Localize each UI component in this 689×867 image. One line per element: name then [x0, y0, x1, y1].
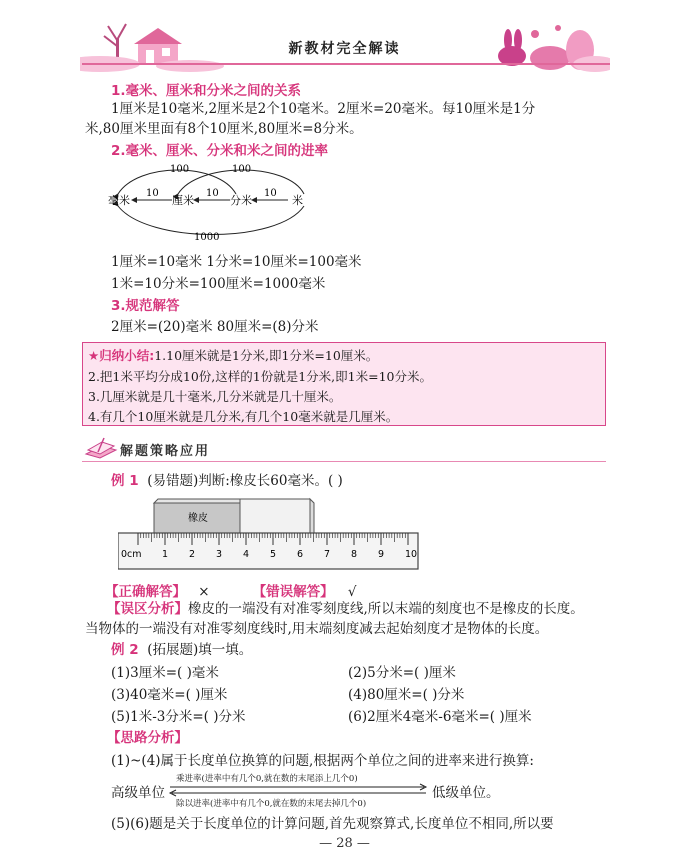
- rate-top-left: 100: [170, 164, 190, 175]
- section2-line1: 1厘米=10毫米 1分米=10厘米=100毫米: [111, 254, 362, 270]
- rate-2: 10: [206, 188, 219, 199]
- example2-label: 例 2: [111, 642, 139, 658]
- section1-line2: 米,80厘米里面有8个10厘米,80厘米=8分米。: [85, 121, 363, 137]
- eraser-body-right: [240, 499, 310, 533]
- analysis-label: 【误区分析】: [107, 601, 188, 617]
- section2-heading: 2.毫米、厘米、分米和米之间的进率: [111, 143, 329, 159]
- ruler-label: 6: [297, 549, 304, 560]
- section3-line1: 2厘米=(20)毫米 80厘米=(8)分米: [111, 319, 319, 335]
- strategy-divider: [82, 461, 606, 462]
- summary-item-3: 3.几厘米就是几十毫米,几分米就是几十厘米。: [88, 389, 342, 404]
- example1-row: [111, 472, 343, 490]
- unit-dm: 分米: [230, 194, 252, 207]
- arc-bottom: [118, 206, 304, 235]
- summary-item-4: 4.有几个10厘米就是几分米,有几个10毫米就是几厘米。: [88, 409, 399, 424]
- header-divider: [82, 63, 610, 65]
- summary-label: ★归纳小结:: [88, 348, 155, 363]
- ruler-label: 0cm: [121, 549, 142, 560]
- ruler-figure: [118, 495, 420, 575]
- conversion-arrows: [168, 783, 430, 797]
- thinking-line1: (1)~(4)属于长度单位换算的问题,根据两个单位之间的进率来进行换算:: [111, 753, 534, 769]
- eraser-label: 橡皮: [188, 513, 208, 524]
- summary-item-1: 1.10厘米就是1分米,即1分米=10厘米。: [154, 348, 379, 363]
- example1-label: 例 1: [111, 473, 139, 489]
- correct-value: ×: [198, 584, 210, 600]
- rate-3: 10: [264, 188, 277, 199]
- unit-cm: 厘米: [172, 194, 194, 207]
- analysis-line1: 橡皮的一端没有对准零刻度线,所以末端的刻度也不是橡皮的长度。: [188, 601, 584, 617]
- page-header-title: 新教材完全解读: [288, 41, 401, 57]
- arrow-bottom-text: 除以进率(进率中有几个0,就在数的末尾去掉几个0): [176, 799, 367, 809]
- analysis-line2: 当物体的一端没有对准零刻度线时,用末端刻度减去起始刻度才是物体的长度。: [85, 621, 549, 637]
- summary-item-2: 2.把1米平均分成10份,这样的1份就是1分米,即1米=10分米。: [88, 369, 432, 384]
- section1-line1: 1厘米是10毫米,2厘米是2个10毫米。2厘米=20毫米。每10厘米是1分: [111, 101, 536, 117]
- low-unit: 低级单位。: [432, 785, 500, 801]
- ruler-label: 10: [405, 549, 418, 560]
- page-number: — 28 —: [319, 836, 370, 851]
- ruler-label: 5: [270, 549, 277, 560]
- q2: (2)5分米=( )厘米: [348, 665, 456, 681]
- unit-mm: 毫米: [108, 194, 130, 207]
- correct-label: 【正确解答】: [105, 584, 186, 600]
- ruler-label: 4: [243, 549, 250, 560]
- q5: (5)1米-3分米=( )分米: [111, 709, 246, 725]
- thinking-label: 【思路分析】: [107, 730, 188, 746]
- strategy-title: 解题策略应用: [120, 444, 211, 459]
- unit-rate-diagram: [108, 160, 313, 244]
- example1-answers: [105, 580, 357, 600]
- unit-m: 米: [292, 194, 303, 207]
- rate-1: 10: [146, 188, 159, 199]
- q3: (3)40毫米=( )厘米: [111, 687, 228, 703]
- section2-line2: 1米=10分米=100厘米=1000毫米: [111, 276, 326, 292]
- q1: (1)3厘米=( )毫米: [111, 665, 219, 681]
- section3-heading: 3.规范解答: [111, 298, 180, 314]
- example2-question: (拓展题)填一填。: [147, 642, 253, 658]
- rate-top-right: 100: [232, 164, 252, 175]
- thinking-line3: (5)(6)题是关于长度单位的计算问题,首先观察算式,长度单位不相同,所以要: [111, 816, 554, 832]
- high-unit: 高级单位: [111, 785, 165, 801]
- example2-row: [111, 641, 252, 659]
- wrong-value: √: [347, 584, 357, 600]
- ruler-label: 1: [162, 549, 169, 560]
- ruler-label: 7: [324, 549, 331, 560]
- rate-bottom: 1000: [194, 232, 220, 243]
- summary-row-1: [88, 346, 378, 364]
- q6: (6)2厘米4毫米-6毫米=( )厘米: [348, 709, 532, 725]
- example1-question: (易错题)判断:橡皮长60毫米。( ): [147, 473, 343, 489]
- book-icon: [84, 436, 118, 460]
- q4: (4)80厘米=( )分米: [348, 687, 465, 703]
- ruler-label: 2: [189, 549, 196, 560]
- summary-box: [82, 342, 606, 426]
- section1-heading: 1.毫米、厘米和分米之间的关系: [111, 83, 302, 99]
- ruler-label: 9: [378, 549, 385, 560]
- analysis-row: [107, 600, 584, 618]
- arrow-top-text: 乘进率(进率中有几个0,就在数的末尾添上几个0): [176, 774, 358, 784]
- ruler-label: 8: [351, 549, 358, 560]
- ruler-label: 3: [216, 549, 223, 560]
- wrong-label: 【错误解答】: [252, 584, 334, 600]
- eraser-top: [154, 499, 244, 503]
